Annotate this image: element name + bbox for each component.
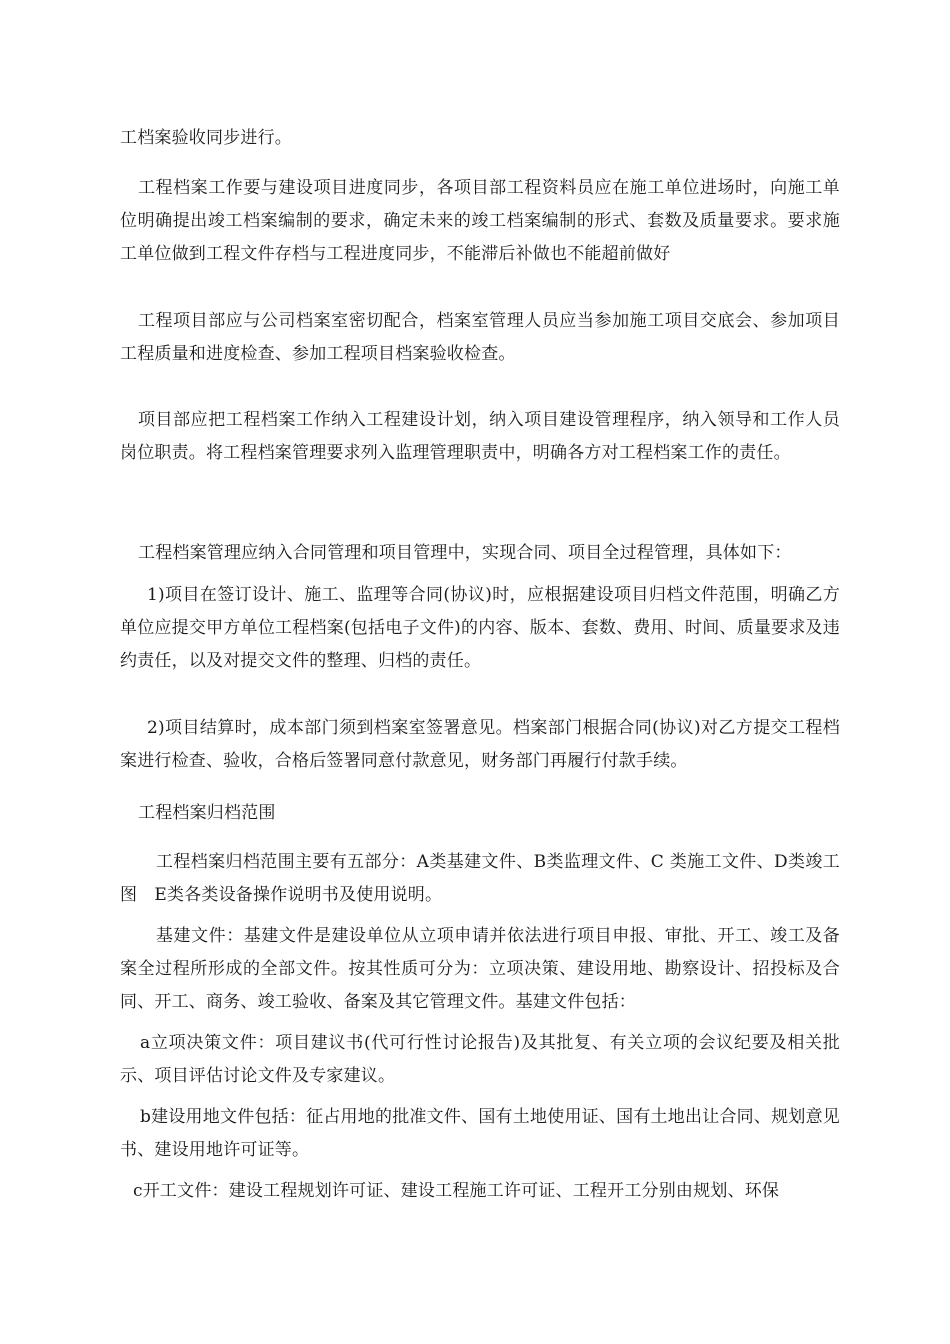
- paragraph-item-2: 2)项目结算时，成本部门须到档案室签署意见。档案部门根据合同(协议)对乙方提交工程档案进行检查、验收，合格后签署同意付款意见，财务部门再履行付款手续。: [120, 718, 840, 771]
- paragraph-continuation: 工档案验收同步进行。: [120, 128, 292, 148]
- paragraph-item-a: a立项决策文件：项目建议书(代可行性讨论报告)及其批复、有关立项的会议纪要及相关批示、项目评估讨论文件及专家建议。: [120, 1033, 840, 1086]
- paragraph-archive-cooperation: 工程项目部应与公司档案室密切配合，档案室管理人员应当参加施工项目交底会、参加项目工程质量和进度检查、参加工程项目档案验收检查。: [120, 311, 840, 364]
- paragraph-capital-construction-files: 基建文件：基建文件是建设单位从立项申请并依法进行项目申报、审批、开工、竣工及备案全过程所形成的全部文件。按其性质可分为：立项决策、建设用地、勘察设计、招投标及合同、开工、商务、竣工验收、备案及其它管理文件。基建文件包括：: [120, 926, 840, 1012]
- paragraph-contract-management: 工程档案管理应纳入合同管理和项目管理中，实现合同、项目全过程管理，具体如下：: [138, 543, 792, 563]
- paragraph-archive-scope: 工程档案归档范围主要有五部分：A类基建文件、B类监理文件、C 类施工文件、D类竣工图 E类各类设备操作说明书及使用说明。: [120, 852, 840, 905]
- paragraph-management-duty: 项目部应把工程档案工作纳入工程建设计划，纳入项目建设管理程序，纳入领导和工作人员岗位职责。将工程档案管理要求列入监理管理职责中，明确各方对工程档案工作的责任。: [120, 410, 840, 463]
- paragraph-item-c: c开工文件：建设工程规划许可证、建设工程施工许可证、工程开工分别由规划、环保: [133, 1181, 780, 1201]
- paragraph-item-b: b建设用地文件包括：征占用地的批准文件、国有土地使用证、国有土地出让合同、规划意见书、建设用地许可证等。: [120, 1107, 840, 1160]
- paragraph-item-1: 1)项目在签订设计、施工、监理等合同(协议)时，应根据建设项目归档文件范围，明确乙方单位应提交甲方单位工程档案(包括电子文件)的内容、版本、套数、费用、时间、质量要求及违约责任，以及对提交文件的整理、归档的责任。: [120, 585, 840, 671]
- section-heading-archive-scope: 工程档案归档范围: [138, 803, 276, 823]
- paragraph-progress-sync: 工程档案工作要与建设项目进度同步，各项目部工程资料员应在施工单位进场时，向施工单位明确提出竣工档案编制的要求，确定未来的竣工档案编制的形式、套数及质量要求。要求施工单位做到工程文件存档与工程进度同步，不能滞后补做也不能超前做好: [120, 178, 840, 264]
